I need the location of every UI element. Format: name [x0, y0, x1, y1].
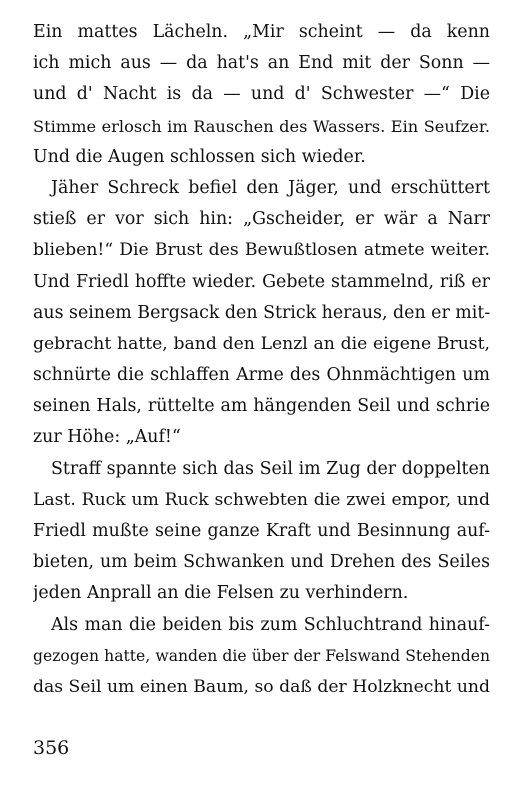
text-line: und d' Nacht is da — und d' Schwester —“ Die [33, 84, 490, 105]
text-line: schnürte die schlaffen Arme des Ohnmächtigen um [33, 365, 490, 386]
text-line: Als man die beiden bis zum Schluchtrand hinauf- [51, 614, 490, 635]
text-line: seinen Hals, rüttelte am hängenden Seil und schrie [33, 396, 490, 417]
text-line: blieben!“ Die Brust des Bewußtlosen atmete weiter. [33, 240, 490, 261]
paragraph [33, 17, 490, 173]
text-line: zur Höhe: „Auf!“ [33, 427, 181, 448]
text-line: Und die Augen schlossen sich wieder. [33, 146, 366, 167]
text-line: Friedl mußte seine ganze Kraft und Besinnung auf- [33, 521, 490, 541]
text-line: Last. Ruck um Ruck schwebten die zwei empor, und [33, 489, 490, 510]
text-line: gebracht hatte, band den Lenzl an die eigene Brust, [33, 333, 490, 354]
text-line: Jäher Schreck befiel den Jäger, und erschüttert [51, 177, 490, 198]
page-number: 356 [33, 737, 70, 759]
text-line: Ein mattes Lächeln. „Mir scheint — da kenn [33, 22, 490, 42]
text-line: bieten, um beim Schwanken und Drehen des Seiles [33, 552, 490, 573]
text-line: jeden Anprall an die Felsen zu verhindern. [33, 583, 409, 604]
text-line: stieß er vor sich hin: „Gscheider, er wär a Narr [33, 209, 490, 230]
text-line: Stimme erlosch im Rauschen des Wassers. Ein Seufzer. [33, 116, 490, 136]
text-line: aus seinem Bergsack den Strick heraus, den er mit- [33, 302, 490, 323]
text-line: das Seil um einen Baum, so daß der Holzknecht und [33, 676, 490, 697]
paragraph [33, 173, 490, 454]
text-line: ich mich aus — da hat's an End mit der Sonn — [33, 53, 490, 74]
paragraph [33, 610, 490, 704]
text-line: gezogen hatte, wanden die über der Felswand Stehenden [33, 646, 490, 665]
body-text [33, 17, 490, 703]
text-line: Und Friedl hoffte wieder. Gebete stammelnd, riß er [33, 271, 490, 292]
text-line: Straff spannte sich das Seil im Zug der doppelten [51, 458, 490, 479]
paragraph [33, 454, 490, 610]
